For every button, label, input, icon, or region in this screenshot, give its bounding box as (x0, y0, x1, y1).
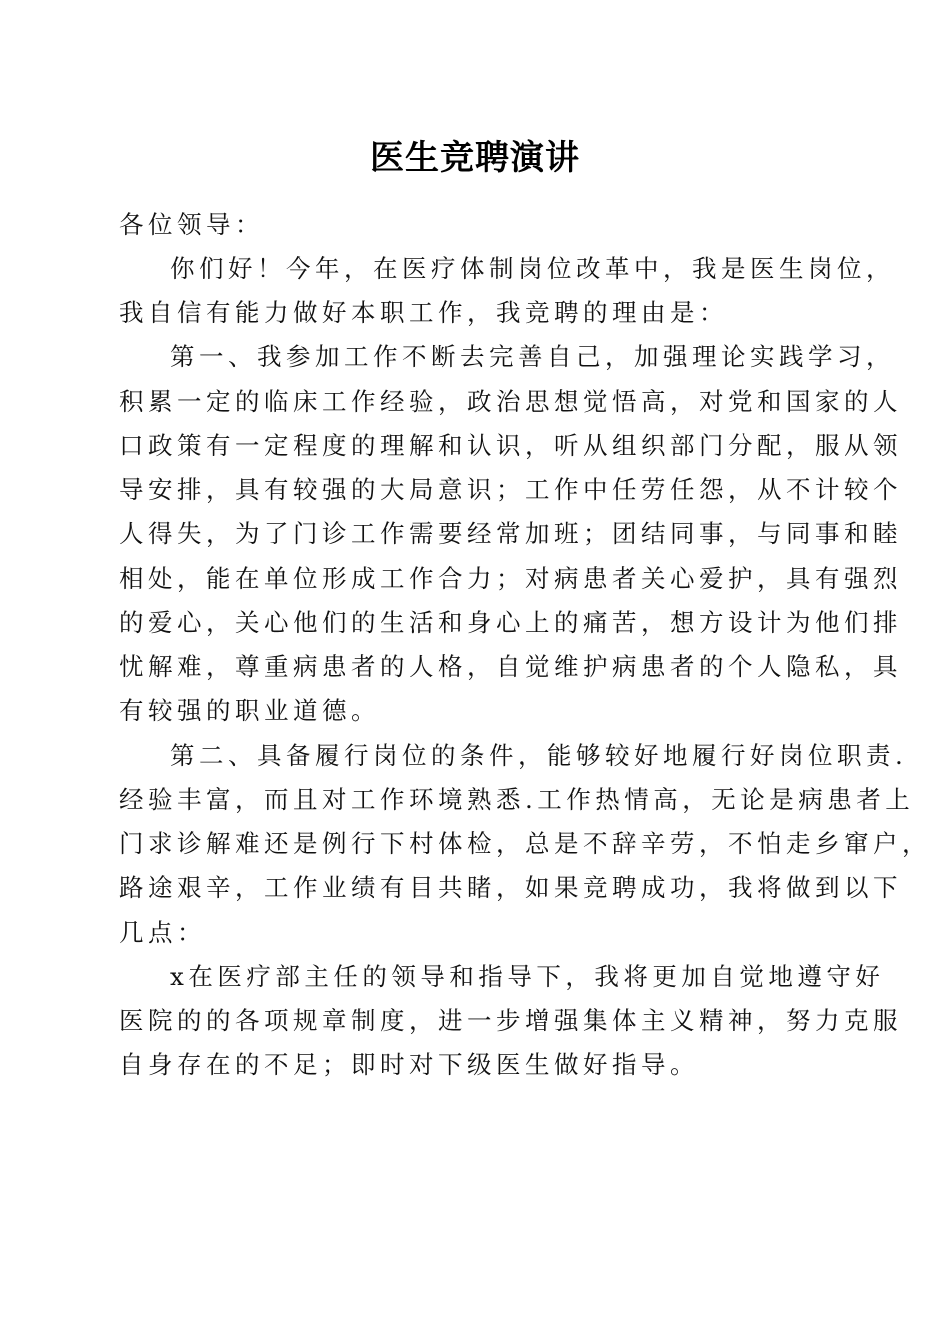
paragraph-second-line-1: 第二、具备履行岗位的条件，能够较好地履行好岗位职责. (170, 741, 908, 770)
paragraph-second-line-3: 门求诊解难还是例行下村体检，总是不辞辛劳，不怕走乡窜户， (119, 829, 931, 858)
paragraph-first-line-6: 相处，能在单位形成工作合力；对病患者关心爱护，具有强烈 (119, 564, 902, 593)
paragraph-second-line-4: 路途艰辛，工作业绩有目共睹，如果竞聘成功，我将做到以下 (119, 873, 902, 902)
document-title: 医生竞聘演讲 (370, 138, 580, 178)
paragraph-first-line-9: 有较强的职业道德。 (119, 696, 380, 725)
paragraph-first-line-3: 口政策有一定程度的理解和认识，听从组织部门分配，服从领 (119, 431, 902, 460)
paragraph-first-line-5: 人得失，为了门诊工作需要经常加班；团结同事，与同事和睦 (119, 519, 902, 548)
paragraph-second-line-5: 几点： (119, 918, 206, 947)
salutation: 各位领导： (119, 210, 264, 239)
paragraph-first-line-8: 忧解难，尊重病患者的人格，自觉维护病患者的个人隐私，具 (119, 652, 902, 681)
paragraph-item-line-1: x在医疗部主任的领导和指导下，我将更加自觉地遵守好 (170, 962, 885, 991)
paragraph-first-line-2: 积累一定的临床工作经验，政治思想觉悟高，对党和国家的人 (119, 387, 902, 416)
paragraph-greeting-line-1: 你们好！今年，在医疗体制岗位改革中，我是医生岗位， (170, 254, 895, 283)
paragraph-first-line-1: 第一、我参加工作不断去完善自己，加强理论实践学习， (170, 342, 895, 371)
paragraph-second-line-2: 经验丰富，而且对工作环境熟悉.工作热情高，无论是病患者上 (119, 785, 915, 814)
paragraph-greeting-line-2: 我自信有能力做好本职工作，我竞聘的理由是： (119, 298, 728, 327)
paragraph-item-line-2: 医院的的各项规章制度，进一步增强集体主义精神，努力克服 (119, 1006, 902, 1035)
paragraph-first-line-4: 导安排，具有较强的大局意识；工作中任劳任怨，从不计较个 (119, 475, 902, 504)
paragraph-first-line-7: 的爱心，关心他们的生活和身心上的痛苦，想方设计为他们排 (119, 608, 902, 637)
paragraph-item-line-3: 自身存在的不足；即时对下级医生做好指导。 (119, 1050, 699, 1079)
